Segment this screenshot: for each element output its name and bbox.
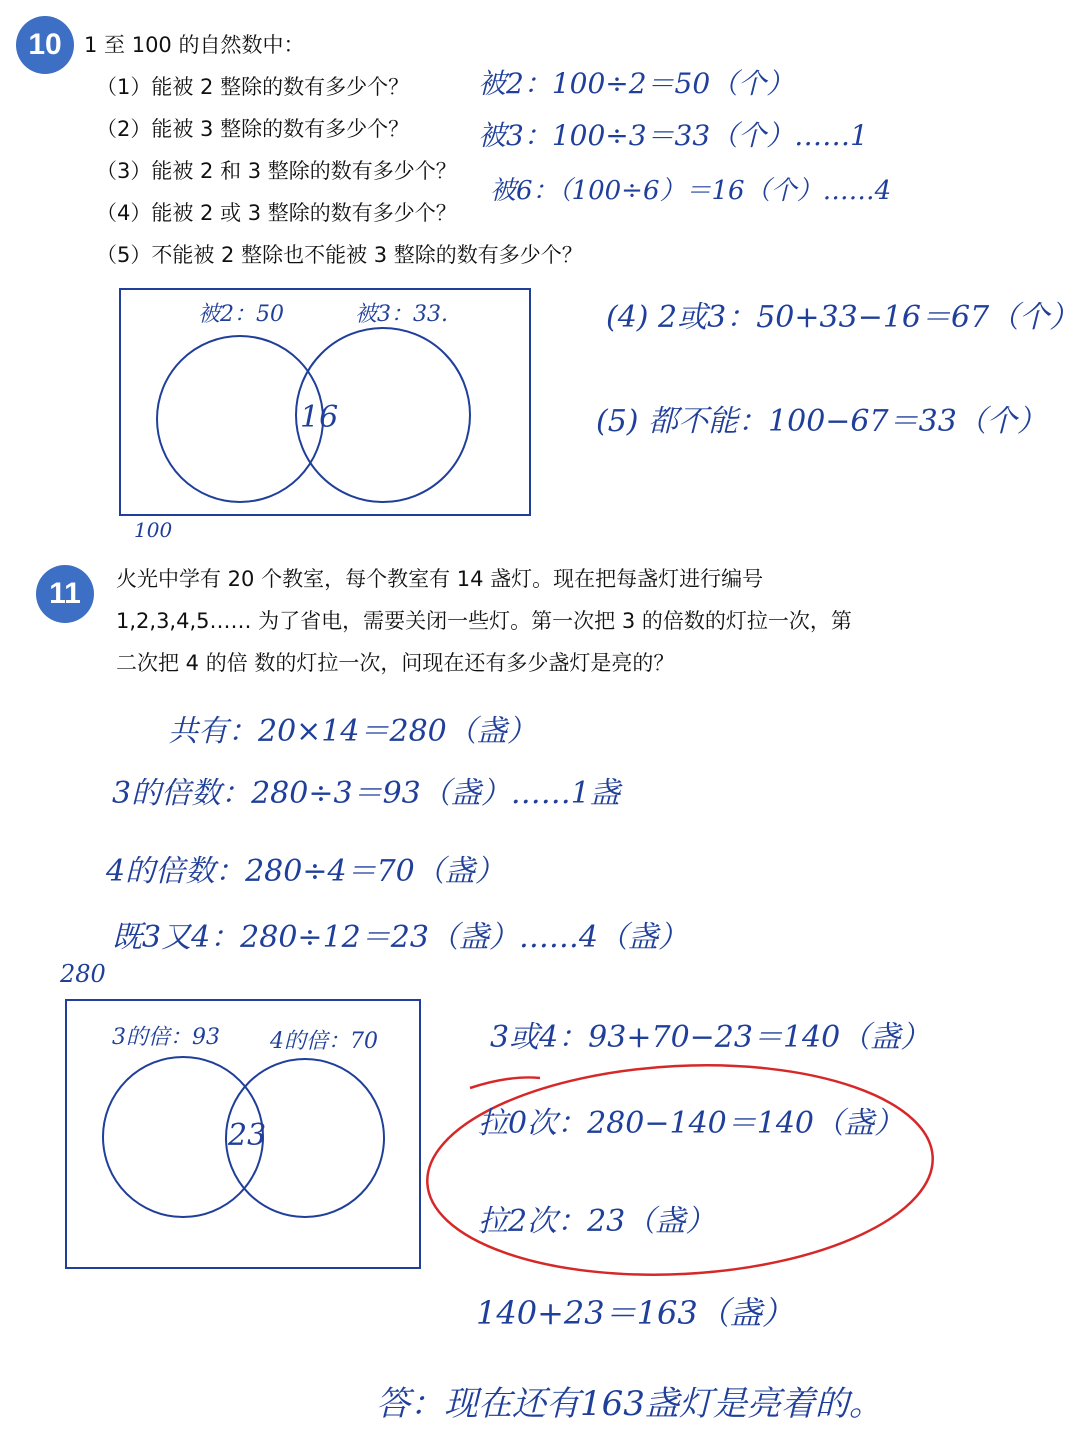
problem-10-question-2: （2）能被 3 整除的数有多少个？ [96,117,410,141]
answer-10-line-4: (4) 2或3：50+33−16＝67（个） [606,300,1080,335]
work-11-line-2: 3的倍数：280÷3＝93（盏）……1盏 [112,776,620,811]
answer-10-line-5: (5) 都不能：100−67＝33（个） [596,404,1047,439]
problem-10-question-1: （1）能被 2 整除的数有多少个？ [96,75,410,99]
venn-10-overlap-value: 16 [300,400,339,435]
problem-10-question-4: （4）能被 2 或 3 整除的数有多少个？ [96,201,457,225]
venn-10-left-circle [157,336,323,502]
right-work-11-line-1: 3或4：93+70−23＝140（盏） [490,1020,931,1055]
venn-11-total: 280 [60,960,106,988]
right-work-11-line-2: 拉0次：280−140＝140（盏） [478,1106,905,1141]
right-work-11-line-3: 拉2次：23（盏） [478,1204,716,1239]
red-circle-tail [470,1077,540,1088]
venn-11-overlap-value: 23 [228,1118,267,1153]
work-11-line-1: 共有：20×14＝280（盏） [168,714,537,749]
work-11-line-3: 4的倍数：280÷4＝70（盏） [106,854,505,889]
problem-10-question-3: （3）能被 2 和 3 整除的数有多少个？ [96,159,457,183]
final-answer-11: 答：现在还有163盏灯是亮着的。 [376,1384,883,1424]
venn-10-right-label: 被3：33. [355,302,448,327]
work-11-line-4: 既3又4：280÷12＝23（盏）……4（盏） [112,920,689,955]
answer-10-line-1: 被2：100÷2＝50（个） [478,67,795,100]
problem-11-text-line-2: 1,2,3,4,5…… 为了省电，需要关闭一些灯。第一次把 3 的倍数的灯拉一次，第 [116,609,852,633]
problem-10-badge: 10 [16,16,74,74]
venn-10-left-label: 被2：50 [198,302,284,327]
red-circled-work [422,1053,938,1287]
problem-11-text [116,558,986,684]
problem-11-text-line-1: 火光中学有 20 个教室，每个教室有 14 盏灯。现在把每盏灯进行编号 [116,567,764,591]
problem-11-text-line-3: 二次把 4 的倍 数的灯拉一次，问现在还有多少盏灯是亮的？ [116,651,675,675]
venn-11-left-label: 3的倍：93 [112,1025,220,1050]
sum-11: 140+23＝163（盏） [476,1294,794,1332]
problem-10-question-5: （5）不能被 2 整除也不能被 3 整除的数有多少个？ [96,243,583,267]
answer-10-line-2: 被3：100÷3＝33（个）……1 [478,119,868,152]
venn-11-right-label: 4的倍：70 [270,1029,378,1054]
answer-10-line-3: 被6：（100÷6）＝16（个）……4 [490,176,892,206]
problem-10-stem: 1 至 100 的自然数中： [84,33,305,57]
venn-10-total: 100 [134,518,173,542]
problem-11-badge: 11 [36,565,94,623]
